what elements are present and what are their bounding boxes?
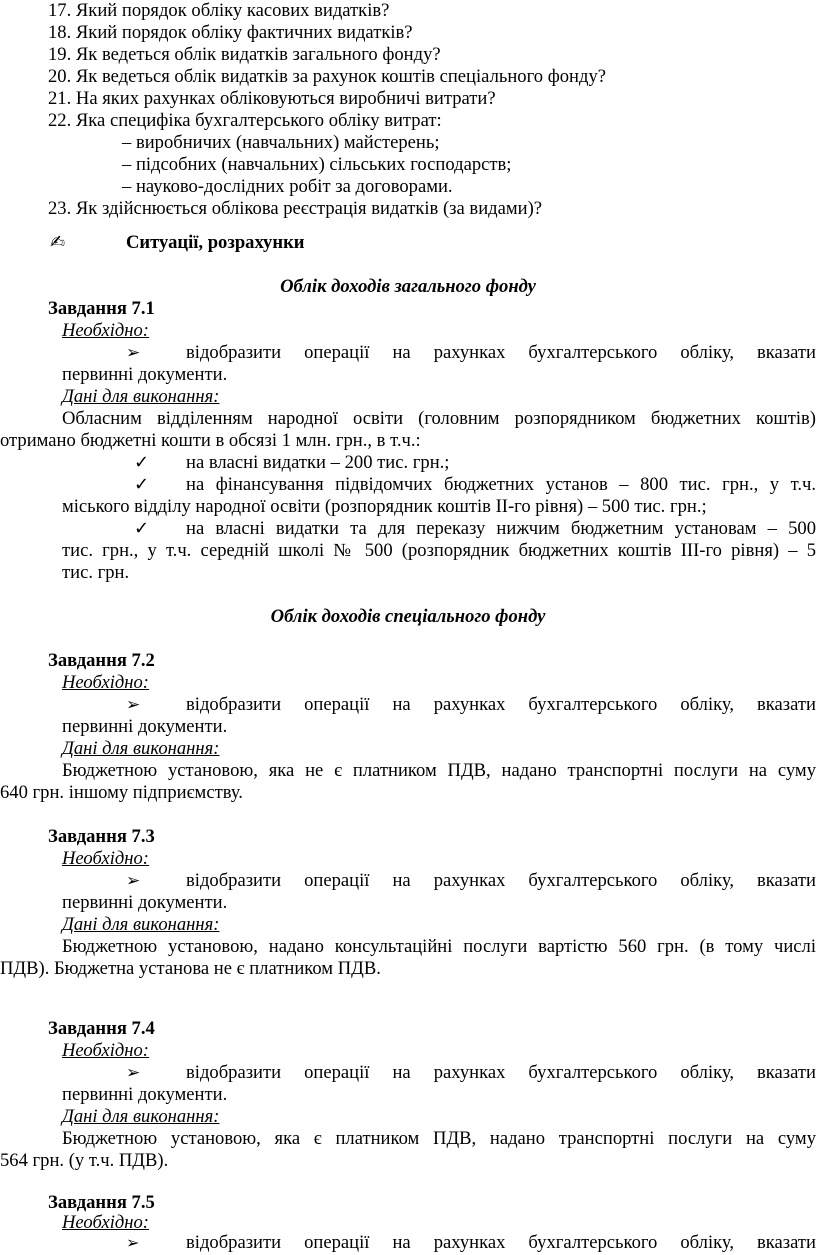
task-7-1-item-continued: тис. грн., у т.ч. середній школі № 500 (розпорядник бюджетних коштів ІІІ-го рівня) – 5: [62, 540, 816, 561]
required-label: Необхідно:: [62, 320, 150, 341]
action-text: відобразити операції на рахунках бухгалтерського обліку, вказати: [186, 870, 816, 891]
pencil-writing-icon: ✍: [50, 232, 66, 253]
task-7-1-item-continued: тис. грн.: [62, 562, 130, 583]
task-7-3-text-continued: ПДВ). Бюджетна установа не є платником ПДВ.: [0, 958, 381, 979]
subheading-general-fund: Облік доходів загального фонду: [280, 276, 536, 297]
task-7-4-text-continued: 564 грн. (у т.ч. ПДВ).: [0, 1150, 169, 1171]
question-17: 17. Який порядок обліку касових видатків?: [48, 0, 390, 21]
question-20: 20. Як ведеться облік видатків за рахунок коштів спеціального фонду?: [48, 66, 607, 87]
action-text-continued: первинні документи.: [62, 716, 228, 737]
question-22-item: – науково-дослідних робіт за договорами.: [122, 176, 453, 197]
subheading-special-fund: Облік доходів спеціального фонду: [270, 606, 546, 627]
arrow-bullet-icon: ➢: [126, 1063, 141, 1083]
question-19: 19. Як ведеться облік видатків загального фонду?: [48, 44, 441, 65]
required-label: Необхідно:: [62, 848, 150, 869]
arrow-bullet-icon: ➢: [126, 343, 141, 363]
task-7-3-title: Завдання 7.3: [48, 826, 155, 847]
action-text: відобразити операції на рахунках бухгалтерського обліку, вказати: [186, 1232, 816, 1253]
arrow-bullet-icon: ➢: [126, 1233, 140, 1252]
task-7-1-item: на фінансування підвідомчих бюджетних установ – 800 тис. грн., у т.ч.: [186, 474, 816, 495]
required-label: Необхідно:: [62, 1040, 150, 1061]
arrow-bullet-icon: ➢: [126, 871, 141, 891]
data-label: Дані для виконання:: [62, 1106, 220, 1127]
action-text: відобразити операції на рахунках бухгалтерського обліку, вказати: [186, 342, 816, 363]
arrow-bullet-icon: ➢: [126, 695, 141, 715]
required-label: Необхідно:: [62, 1212, 150, 1233]
task-7-1-item: на власні видатки – 200 тис. грн.;: [186, 452, 450, 473]
action-text: відобразити операції на рахунках бухгалтерського обліку, вказати: [186, 694, 816, 715]
checkmark-icon: ✓: [134, 518, 150, 539]
task-7-1-intro: Обласним відділенням народної освіти (головним розпорядником бюджетних коштів): [62, 408, 816, 429]
required-label: Необхідно:: [62, 672, 150, 693]
question-22-item: – підсобних (навчальних) сільських господарств;: [122, 154, 512, 175]
task-7-1-intro-continued: отримано бюджетні кошти в обсязі 1 млн. грн., в т.ч.:: [0, 430, 421, 451]
data-label: Дані для виконання:: [62, 386, 220, 407]
question-22-item: – виробничих (навчальних) майстерень;: [122, 132, 440, 153]
checkmark-icon: ✓: [134, 474, 150, 495]
task-7-1-title: Завдання 7.1: [48, 298, 155, 319]
question-18: 18. Який порядок обліку фактичних видатків?: [48, 22, 413, 43]
action-text-continued: первинні документи.: [62, 364, 228, 385]
task-7-1-item: на власні видатки та для переказу нижчим бюджетним установам – 500: [186, 518, 816, 539]
task-7-1-item-continued: міського відділу народної освіти (розпорядник коштів ІІ-го рівня) – 500 тис. грн.;: [62, 496, 707, 517]
action-text: відобразити операції на рахунках бухгалтерського обліку, вказати: [186, 1062, 816, 1083]
task-7-3-text: Бюджетною установою, надано консультаційні послуги вартістю 560 грн. (в тому числі: [62, 936, 816, 957]
data-label: Дані для виконання:: [62, 914, 220, 935]
task-7-4-title: Завдання 7.4: [48, 1018, 155, 1039]
question-21: 21. На яких рахунках обліковуються виробничі витрати?: [48, 88, 496, 109]
task-7-2-text: Бюджетною установою, яка не є платником ПДВ, надано транспортні послуги на суму: [62, 760, 816, 781]
task-7-5-title: Завдання 7.5: [48, 1192, 155, 1213]
question-23: 23. Як здійснюється облікова реєстрація видатків (за видами)?: [48, 198, 543, 219]
task-7-4-text: Бюджетною установою, яка є платником ПДВ, надано транспортні послуги на суму: [62, 1128, 816, 1149]
checkmark-icon: ✓: [134, 452, 150, 473]
task-7-2-title: Завдання 7.2: [48, 650, 155, 671]
task-7-2-text-continued: 640 грн. іншому підприємству.: [0, 782, 243, 803]
section-heading: Ситуації, розрахунки: [126, 232, 305, 253]
action-text-continued: первинні документи.: [62, 892, 228, 913]
question-22: 22. Яка специфіка бухгалтерського обліку витрат:: [48, 110, 442, 131]
action-text-continued: первинні документи.: [62, 1084, 228, 1105]
data-label: Дані для виконання:: [62, 738, 220, 759]
